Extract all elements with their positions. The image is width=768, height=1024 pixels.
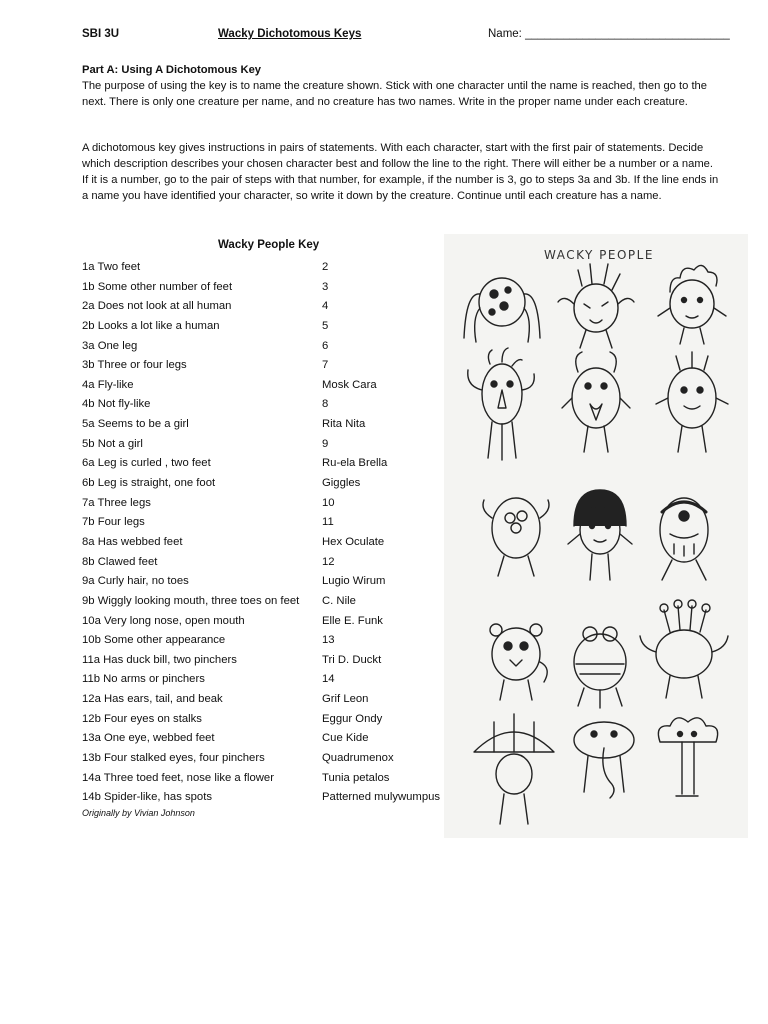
- course-code: SBI 3U: [82, 28, 120, 40]
- key-result: Elle E. Funk: [322, 614, 383, 627]
- key-result: 6: [322, 339, 329, 352]
- instructions-paragraph-2: A dichotomous key gives instructions in pairs of statements. With each character, start with the first pair of statements. Decide which description describes your chosen character best and follow the line to the right. There will either be a number or a name. If it is a number, go to the pair of steps with that number, for example, if the number is 3, go to steps 3a and 3b. If the line ends in a name you have identified your character, so write it down by the creature. Continue until each creature has a name.: [82, 142, 719, 202]
- key-result: Lugio Wirum: [322, 575, 386, 588]
- key-result: 10: [322, 496, 335, 509]
- key-row: [82, 612, 452, 632]
- key-step: 12a Has ears, tail, and beak: [82, 693, 223, 706]
- key-result: 3: [322, 280, 329, 293]
- key-step: 1b Some other number of feet: [82, 280, 233, 293]
- creature-foureyes-icon: [640, 600, 728, 698]
- key-step: 13b Four stalked eyes, four pinchers: [82, 752, 265, 765]
- worksheet-title: Wacky Dichotomous Keys: [218, 28, 362, 40]
- key-step: 5a Seems to be a girl: [82, 418, 189, 431]
- key-row: [82, 376, 452, 396]
- key-result: Giggles: [322, 477, 361, 490]
- key-row: [82, 592, 452, 612]
- creature-spider-icon: [464, 278, 540, 342]
- key-step: 8b Clawed feet: [82, 555, 158, 568]
- key-result: 2: [322, 261, 329, 273]
- key-result: Grif Leon: [322, 693, 369, 706]
- key-step: 1a Two feet: [82, 261, 141, 273]
- key-row: [82, 690, 452, 710]
- creature-darkhair-icon: [568, 490, 632, 580]
- key-step: 11b No arms or pinchers: [82, 673, 205, 686]
- key-row: [82, 317, 452, 337]
- key-row: [82, 415, 452, 435]
- creature-flower-nose-icon: [658, 718, 717, 796]
- key-row: [82, 729, 452, 749]
- key-step: 12b Four eyes on stalks: [82, 712, 202, 725]
- key-step: 14b Spider-like, has spots: [82, 791, 212, 804]
- key-step: 11a Has duck bill, two pinchers: [82, 653, 237, 666]
- key-result: 8: [322, 398, 329, 411]
- key-step: 2b Looks a lot like a human: [82, 319, 220, 332]
- key-result: 9: [322, 437, 329, 450]
- key-row: [82, 651, 452, 671]
- key-step: 3b Three or four legs: [82, 359, 187, 372]
- key-result: Mosk Cara: [322, 378, 377, 391]
- part-a-heading: Part A: Using A Dichotomous Key: [82, 64, 262, 76]
- instructions-paragraph-1: The purpose of using the key is to name the creature shown. Stick with one character until the name is reached, then go to the next. There is only one creature per name, and no creature has two names. Write in the proper name under each creature.: [82, 80, 707, 108]
- key-result: 11: [322, 516, 334, 529]
- author-credit: Originally by Vivian Johnson: [82, 808, 195, 818]
- creature-furry-icon: [490, 624, 547, 700]
- key-result: Eggur Ondy: [322, 712, 383, 725]
- key-step: 6b Leg is straight, one foot: [82, 477, 216, 490]
- key-row: [82, 474, 452, 494]
- key-step: 13a One eye, webbed feet: [82, 732, 215, 745]
- key-result: 4: [322, 300, 329, 313]
- creature-fly-icon: [574, 627, 626, 708]
- key-row: [82, 454, 452, 474]
- key-row: [82, 631, 452, 651]
- key-result: 12: [322, 555, 335, 568]
- key-row: [82, 435, 452, 455]
- creature-fringe-icon: [558, 264, 634, 348]
- creature-umbrella-icon: [474, 714, 554, 824]
- key-result: Tunia petalos: [322, 771, 390, 784]
- key-row: [82, 258, 452, 278]
- key-row: [82, 553, 452, 573]
- key-step: 4b Not fly-like: [82, 398, 151, 411]
- key-step: 5b Not a girl: [82, 437, 143, 450]
- creature-longnose-icon: [468, 348, 534, 460]
- key-result: 5: [322, 319, 329, 332]
- key-row: [82, 395, 452, 415]
- creature-girl-icon: [562, 352, 630, 452]
- key-step: 8a Has webbed feet: [82, 535, 183, 548]
- key-result: C. Nile: [322, 594, 356, 607]
- key-step: 10a Very long nose, open mouth: [82, 614, 245, 627]
- wacky-people-illustration: [444, 234, 748, 838]
- key-step: 6a Leg is curled , two feet: [82, 457, 211, 470]
- creature-stalkeye-icon: [656, 352, 728, 452]
- key-step: 2a Does not look at all human: [82, 300, 232, 313]
- key-result: Ru-ela Brella: [322, 457, 388, 470]
- key-result: Rita Nita: [322, 418, 366, 431]
- key-step: 7a Three legs: [82, 496, 151, 509]
- key-step: 9b Wiggly looking mouth, three toes on feet: [82, 594, 300, 607]
- key-result: Patterned mulywumpus: [322, 791, 441, 804]
- creature-curlyhair-icon: [658, 265, 726, 344]
- key-result: 13: [322, 634, 335, 647]
- creature-trunk-icon: [574, 722, 634, 798]
- key-row: [82, 749, 452, 769]
- key-step: 14a Three toed feet, nose like a flower: [82, 771, 274, 784]
- key-result: 7: [322, 359, 329, 372]
- illustration-heading: WACKY PEOPLE: [544, 248, 654, 262]
- key-row: [82, 337, 452, 357]
- key-result: Tri D. Duckt: [322, 653, 382, 666]
- key-step: 7b Four legs: [82, 516, 145, 529]
- key-title: Wacky People Key: [218, 239, 320, 251]
- creature-pinchers-icon: [483, 498, 549, 576]
- key-row: [82, 769, 452, 789]
- key-result: Hex Oculate: [322, 535, 385, 548]
- key-step: 10b Some other appearance: [82, 634, 226, 647]
- key-row: [82, 494, 452, 514]
- key-row: [82, 356, 452, 376]
- key-row: [82, 278, 452, 298]
- key-step: 9a Curly hair, no toes: [82, 575, 189, 588]
- key-row: [82, 670, 452, 690]
- key-result: Quadrumenox: [322, 752, 394, 765]
- key-result: 14: [322, 673, 335, 686]
- key-row: [82, 788, 452, 808]
- key-row: [82, 513, 452, 533]
- key-step: 4a Fly-like: [82, 378, 134, 391]
- key-row: [82, 572, 452, 592]
- name-field[interactable]: Name: ________________________________: [488, 28, 730, 40]
- key-table: [82, 258, 452, 808]
- creature-oneeye-icon: [660, 498, 708, 580]
- key-result: Cue Kide: [322, 732, 369, 745]
- key-step: 3a One leg: [82, 339, 138, 352]
- key-row: [82, 533, 452, 553]
- key-row: [82, 297, 452, 317]
- key-row: [82, 710, 452, 730]
